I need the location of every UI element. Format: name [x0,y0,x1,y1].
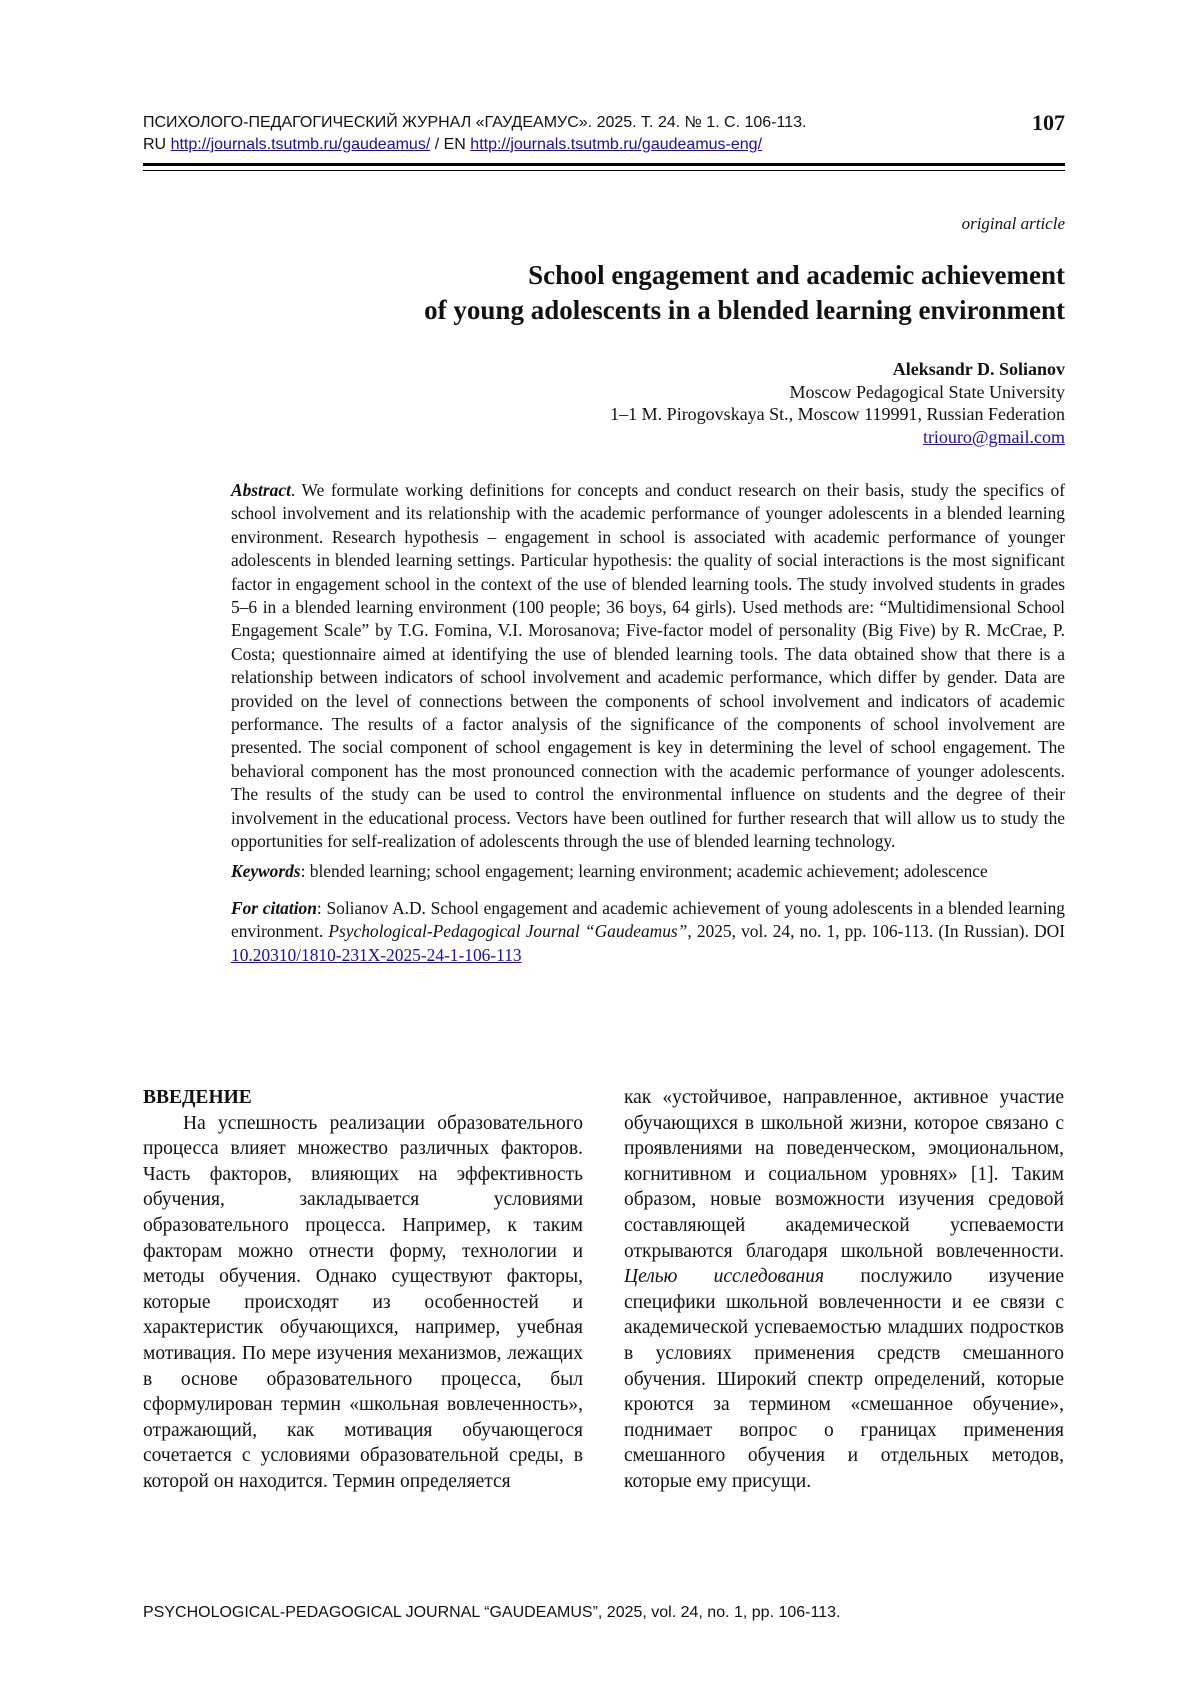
article-type: original article [961,214,1065,233]
header-rule-thick [143,163,1065,166]
abstract [231,479,1065,854]
keywords-label: Keywords [231,860,301,881]
citation-label: For citation [231,897,317,918]
author-name: Aleksandr D. Solianov [892,359,1065,379]
text-run: послужило изучение специфики школьной вовлеченности и ее связи с академической успеваемостью младших подростков в условиях применения средств смешанного обучения. Широкий спектр определений, которые кроются за термином «смешанное обучение», поднимает вопрос о границах применения смешанного обучения и отдельных методов, которые ему присущи. [624,1266,1064,1492]
title-line: of young adolescents in a blended learning environment [424,295,1065,325]
author-block [610,358,1065,448]
ru-label: RU [143,136,167,153]
abstract-text: . We formulate working definitions for concepts and conduct research on their basis, study the specifics of school involvement and its relationship with the academic performance of younger adolescents in a blended learning environment. Research hypothesis – engagement in school is associated with academic performance of younger adolescents in blended learning settings. Particular hypothesis: the quality of social interactions is the most significant factor in engagement school in the context of the use of blended learning tools. The study involved students in grades 5–6 in a blended learning environment (100 people; 36 boys, 64 girls). Used methods are: “Multidimensional School Engagement Scale” by T.G. Fomina, V.I. Morosanova; Five-factor model of personality (Big Five) by R. McCrae, P. Costa; questionnaire aimed at identifying the use of blended learning tools. The data obtained show that there is a relationship between indicators of school involvement and academic performance, which differ by gender. Data are provided on the level of connections between the components of school involvement and indicators of academic performance. The results of a factor analysis of the significance of the components of school involvement are presented. The social component of school engagement is key in determining the level of school engagement. The behavioral component has the most pronounced connection with the academic performance of younger adolescents. The results of the study can be used to control the environmental influence on students and the degree of their involvement in the educational process. Vectors have been outlined for further research that will allow us to study the opportunities for self-realization of adolescents through the use of blended learning technology. [231,480,1065,852]
page-number: 107 [1032,110,1065,135]
journal-line: ПСИХОЛОГО-ПЕДАГОГИЧЕСКИЙ ЖУРНАЛ «ГАУДЕАМУС». 2025. Т. 24. № 1. С. 106-113. [143,114,807,131]
emphasis: Целью исследования [624,1266,825,1288]
citation-text: : Solianov A.D. School engagement and academic achievement of young adolescents in a blended learning environment. [231,897,1065,942]
text-run: как «устойчивое, направленное, активное участие обучающихся в школьной жизни, которое связано с проявлениями на поведенческом, эмоциональном, когнитивном и социальном уровнях» [1]. Таким образом, новые возможности изучения средовой составляющей академической успеваемости открываются благодаря школьной вовлеченности. [624,1087,1064,1262]
citation-journal: Psychological-Pedagogical Journal “Gaudeamus” [328,921,688,942]
header-rule-thin [143,170,1065,171]
en-url-link[interactable]: http://journals.tsutmb.ru/gaudeamus-eng/ [470,136,763,153]
address: 1–1 M. Pirogovskaya St., Moscow 119991, Russian Federation [610,404,1065,424]
citation [231,897,1065,967]
abstract-label: Abstract [231,480,291,500]
body-column-left [143,1085,583,1495]
email-link[interactable]: triouro@gmail.com [922,426,1065,447]
running-header [143,112,1065,156]
keywords-text: : blended learning; school engagement; learning environment; academic achievement; adolescence [300,860,988,881]
body-paragraph: На успешность реализации образовательного процесса влияет множество различных факторов. Часть факторов, влияющих на эффективность обучения, закладывается условиями образовательного процесса. Например, к таким факторам можно отнести форму, технологии и методы обучения. Однако существуют факторы, которые происходят из особенностей и характеристик обучающихся, например, учебная мотивация. По мере изучения механизмов, лежащих в основе образовательного процесса, был сформулирован термин «школьная вовлеченность», отражающий, как мотивация обучающегося сочетается с условиями образовательной среды, в которой он находится. Термин определяется [143,1112,583,1492]
keywords [231,860,1065,883]
doi-link[interactable]: 10.20310/1810-231X-2025-24-1-106-113 [231,944,522,965]
section-heading: ВВЕДЕНИЕ [143,1087,252,1108]
ru-url-link[interactable]: http://journals.tsutmb.ru/gaudeamus/ [170,136,431,153]
running-footer: PSYCHOLOGICAL-PEDAGOGICAL JOURNAL “GAUDEAMUS”, 2025, vol. 24, no. 1, pp. 106-113. [143,1604,841,1621]
body-paragraph [624,1085,1064,1495]
journal-urls [143,134,1065,156]
affiliation: Moscow Pedagogical State University [789,381,1065,402]
body-column-right [624,1085,1064,1495]
article-title [424,258,1065,328]
abstract-section [231,479,1065,973]
title-line: School engagement and academic achievement [528,260,1065,290]
citation-text-end: , 2025, vol. 24, no. 1, pp. 106-113. (In Russian). DOI [687,921,1065,942]
en-label: / EN [434,136,466,153]
